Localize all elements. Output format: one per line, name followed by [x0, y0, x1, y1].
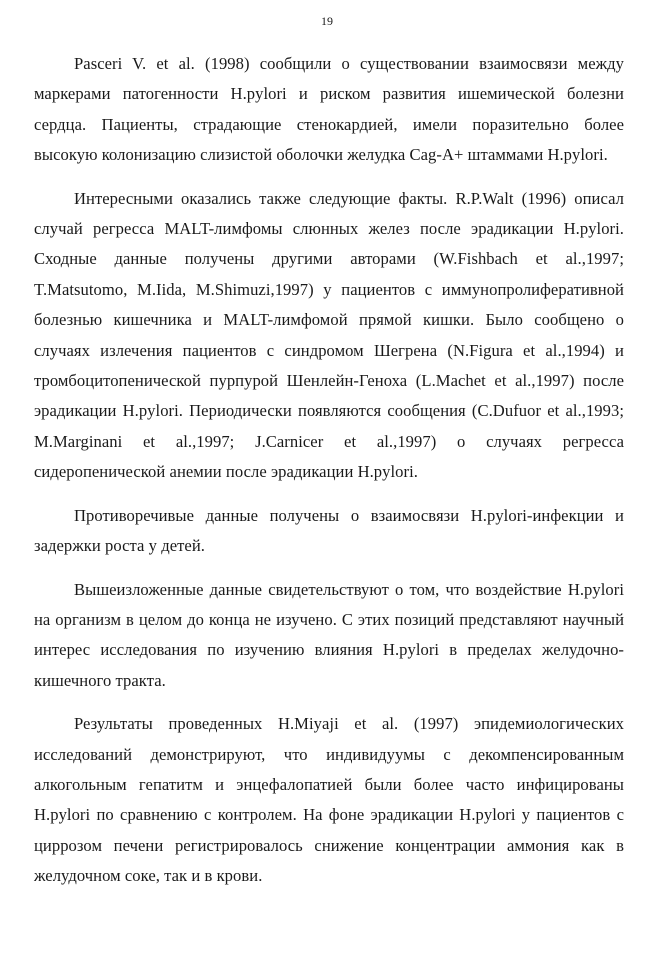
- paragraph-4: Вышеизложенные данные свидетельствуют о том, что воздействие H.pylori на организм в целом до конца не изучено. С этих позиций представляют научный интерес исследования по изучению влияния H.pylori в пределах желудочно-кишечного тракта.: [34, 579, 624, 690]
- paragraph-2: Интересными оказались также следующие факты. R.P.Walt (1996) описал случай регресса MALT-лимфомы слюнных желез после эрадикации H.pylori. Сходные данные получены другими авторами (W.Fishbach et al.,1997; T.Matsutomo, M.Iida, M.Shimuzi,1997) у пациентов с иммунопролиферативной болезнью кишечника и MALT-лимфомой прямой кишки. Было сообщено о случаях излечения пациентов с синдромом Шегрена (N.Figura et al.,1994) и тромбоцитопенической пурпурой Шенлейн-Геноха (L.Machet et al.,1997) после эрадикации H.pylori. Периодически появляются сообщения (C.Dufuor et al.,1993; M.Marginani et al.,1997; J.Carnicer et al.,1997) о случаях регресса сидеропенической анемии после эрадикации H.pylori.: [34, 188, 624, 482]
- paragraph-3: Противоречивые данные получены о взаимосвязи H.pylori-инфекции и задержки роста у детей.: [34, 505, 624, 556]
- page-body: [34, 49, 624, 892]
- paragraph-1: Pasceri V. et al. (1998) сообщили о существовании взаимосвязи между маркерами патогенности H.pylori и риском развития ишемической болезни сердца. Пациенты, страдающие стенокардией, имели поразительно более высокую колонизацию слизистой оболочки желудка Cag-A+ штаммами H.pylori.: [34, 54, 624, 165]
- page-number: 19: [321, 14, 333, 28]
- paragraph-5: Результаты проведенных H.Miyaji et al. (1997) эпидемиологических исследований демонстрируют, что индивидуумы с декомпенсированным алкогольным гепатитм и энцефалопатией были более часто инфицированы H.pylori по сравнению с контролем. На фоне эрадикации H.pylori у пациентов с циррозом печени регистрировалось снижение концентрации аммония как в желудочном соке, так и в крови.: [34, 714, 624, 886]
